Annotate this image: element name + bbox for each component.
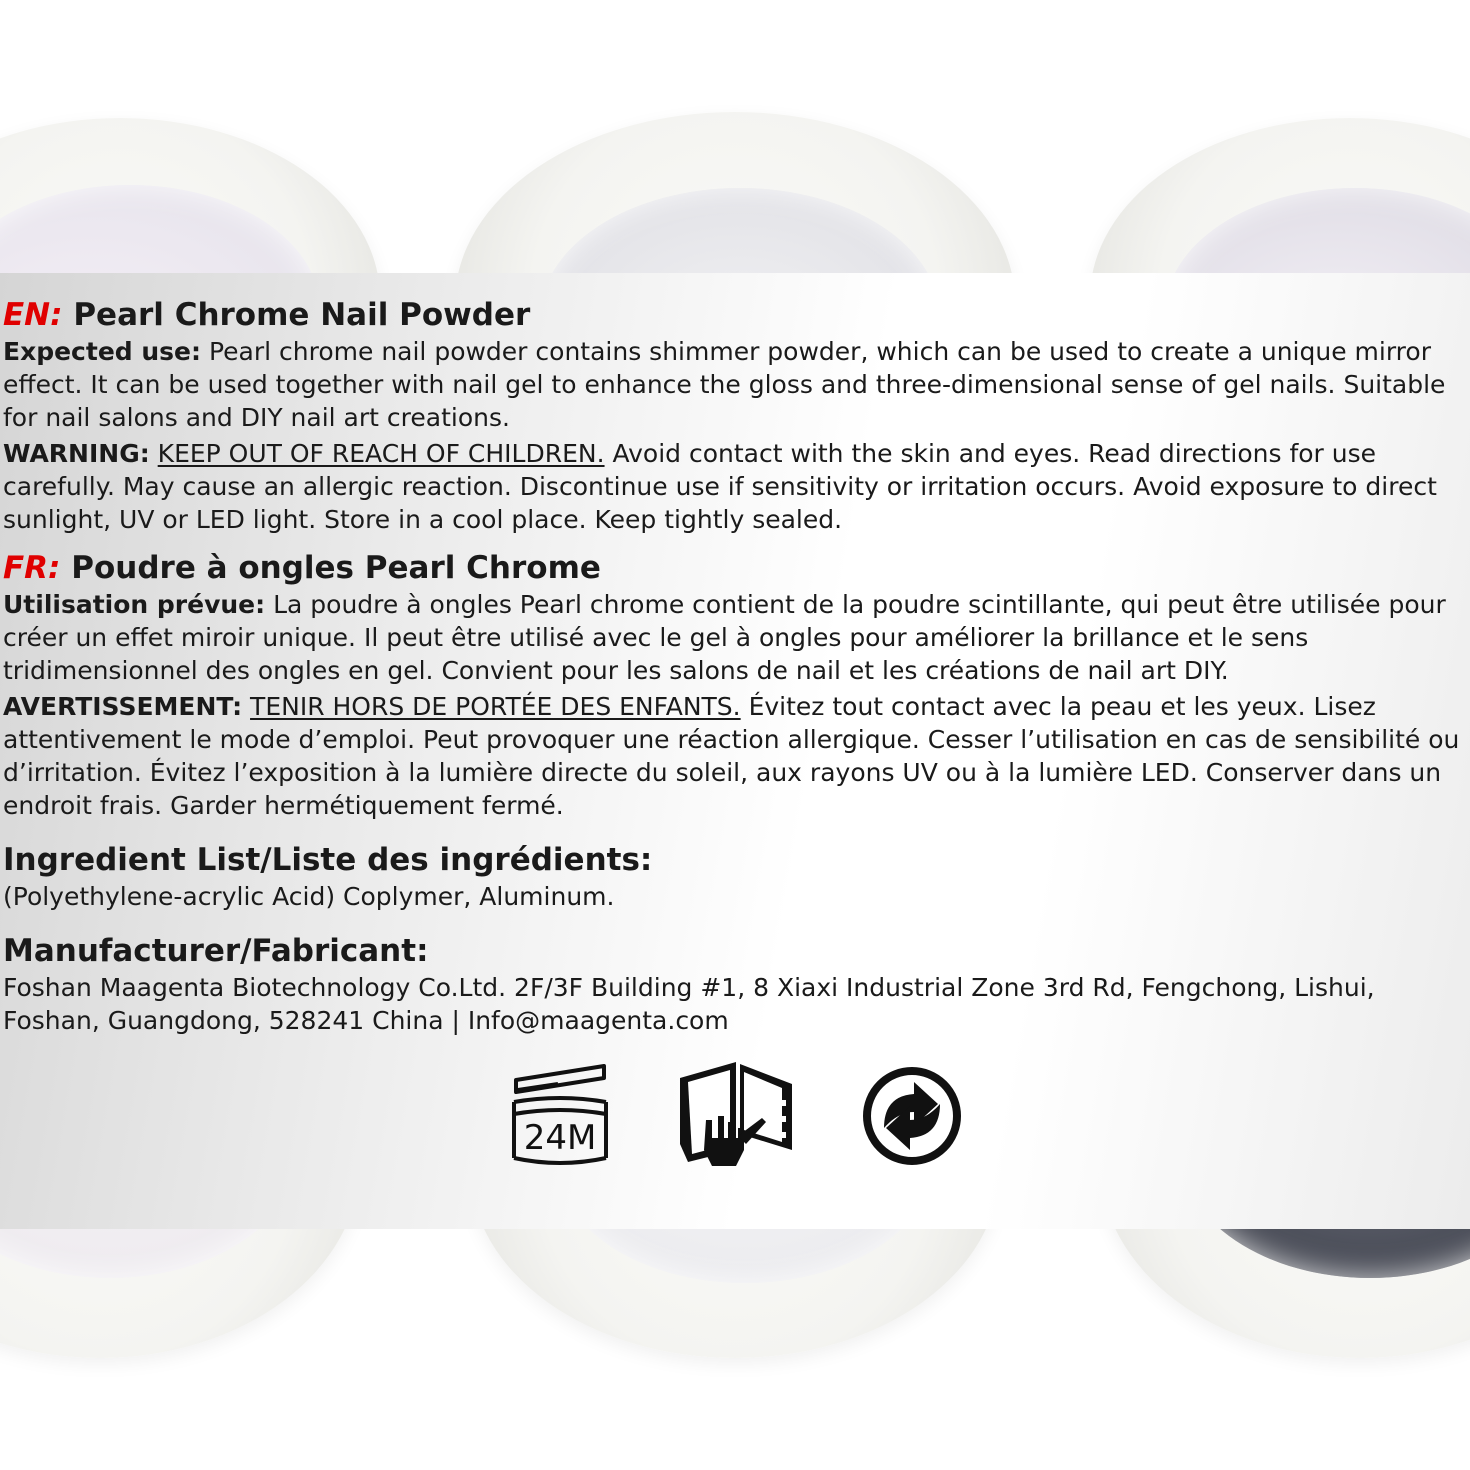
fr-warning-text: Évitez tout contact avec la peau et les yeux. Lisez attentivement le mode d’emploi. Peut provoquer une réaction allergique. Cesser l’utilisation en cas de sensibilité ou d’irritation. Évitez l’exposition à la lumière directe du soleil, aux rayons UV ou à la lumière LED. Conserver dans un endroit frais. Garder hermétiquement fermé. bbox=[3, 692, 1460, 820]
en-language-tag: EN: bbox=[3, 297, 63, 333]
fr-language-tag: FR: bbox=[3, 550, 61, 586]
green-dot-icon bbox=[862, 1066, 962, 1166]
fr-use-text: La poudre à ongles Pearl chrome contient de la poudre scintillante, qui peut être utilisée pour créer un effet miroir unique. Il peut être utilisé avec le gel à ongles pour améliorer la brillance et le sens tridimensionnel des ongles en gel. Convient pour les salons de nail et les créations de nail art DIY. bbox=[3, 590, 1446, 685]
product-jars-bottom-image bbox=[0, 1228, 1470, 1470]
ingredients-text: (Polyethylene-acrylic Acid) Coplymer, Aluminum. bbox=[3, 882, 615, 911]
en-heading bbox=[3, 295, 1463, 335]
en-product-title: Pearl Chrome Nail Powder bbox=[73, 297, 531, 333]
fr-product-title: Poudre à ongles Pearl Chrome bbox=[71, 550, 601, 586]
read-manual-icon bbox=[676, 1058, 796, 1170]
regulatory-symbols bbox=[0, 1058, 1470, 1170]
manufacturer-address-line2: Foshan, Guangdong, 528241 China | Info@maagenta.com bbox=[3, 1006, 729, 1035]
product-jars-top-image bbox=[0, 0, 1470, 275]
fr-expected-use bbox=[3, 588, 1463, 687]
fr-warning bbox=[3, 690, 1463, 822]
pao-label: 24M bbox=[523, 1118, 597, 1158]
en-expected-use bbox=[3, 335, 1463, 434]
fr-warning-emphasis: TENIR HORS DE PORTÉE DES ENFANTS. bbox=[250, 692, 741, 721]
en-warning-label: WARNING: bbox=[3, 439, 150, 468]
en-use-label: Expected use: bbox=[3, 337, 202, 366]
fr-warning-label: AVERTISSEMENT: bbox=[3, 692, 243, 721]
en-warning-text: Avoid contact with the skin and eyes. Read directions for use carefully. May cause an allergic reaction. Discontinue use if sensitivity or irritation occurs. Avoid exposure to direct sunlight, UV or LED light. Store in a cool place. Keep tightly sealed. bbox=[3, 439, 1437, 534]
en-warning bbox=[3, 437, 1463, 536]
ingredients-heading: Ingredient List/Liste des ingrédients: bbox=[3, 842, 653, 878]
fr-use-label: Utilisation prévue: bbox=[3, 590, 266, 619]
product-label-text bbox=[3, 295, 1463, 1037]
manufacturer-heading: Manufacturer/Fabricant: bbox=[3, 933, 429, 969]
en-warning-emphasis: KEEP OUT OF REACH OF CHILDREN. bbox=[157, 439, 605, 468]
manufacturer-address-line1: Foshan Maagenta Biotechnology Co.Ltd. 2F/3F Building #1, 8 Xiaxi Industrial Zone 3rd Rd, Fengchong, Lishui, bbox=[3, 973, 1375, 1002]
period-after-opening-icon bbox=[508, 1058, 612, 1170]
en-use-text: Pearl chrome nail powder contains shimmer powder, which can be used to create a unique mirror effect. It can be used together with nail gel to enhance the gloss and three-dimensional sense of gel nails. Suitable for nail salons and DIY nail art creations. bbox=[3, 337, 1446, 432]
fr-heading bbox=[3, 548, 1463, 588]
